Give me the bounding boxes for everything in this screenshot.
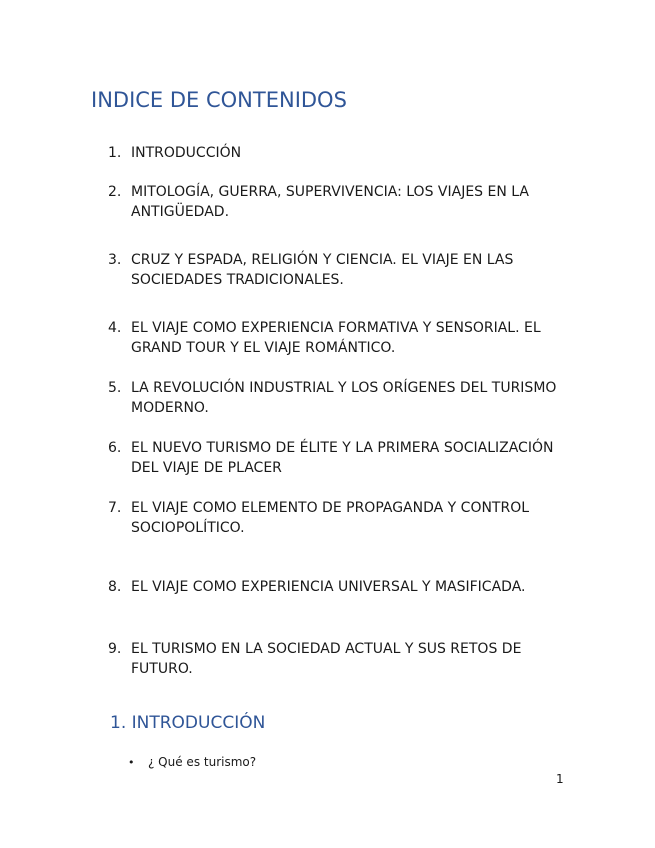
section-heading: 1. INTRODUCCIÓN xyxy=(110,713,266,733)
toc-item-5 xyxy=(108,378,578,418)
toc-number: 6. xyxy=(108,440,122,456)
page-number: 1 xyxy=(556,772,564,786)
bullet-marker: • xyxy=(128,755,135,769)
toc-number: 8. xyxy=(108,579,122,595)
bullet-item xyxy=(128,755,256,769)
toc-item-9 xyxy=(108,639,578,679)
toc-item-6 xyxy=(108,438,578,478)
toc-text: CRUZ Y ESPADA, RELIGIÓN Y CIENCIA. EL VIAJE EN LAS SOCIEDADES TRADICIONALES. xyxy=(131,252,514,288)
toc-text: INTRODUCCIÓN xyxy=(131,145,242,161)
toc-item-2 xyxy=(108,182,578,222)
toc-item-4 xyxy=(108,318,578,358)
toc-item-3 xyxy=(108,250,578,290)
toc-number: 4. xyxy=(108,320,122,336)
toc-item-8 xyxy=(108,577,578,597)
toc-number: 1. xyxy=(108,145,122,161)
toc-text: EL NUEVO TURISMO DE ÉLITE Y LA PRIMERA SOCIALIZACIÓN DEL VIAJE DE PLACER xyxy=(131,440,554,476)
toc-item-7 xyxy=(108,498,578,538)
toc-text: EL VIAJE COMO ELEMENTO DE PROPAGANDA Y CONTROL SOCIOPOLÍTICO. xyxy=(131,500,530,536)
toc-number: 3. xyxy=(108,252,122,268)
toc-number: 7. xyxy=(108,500,122,516)
toc-number: 9. xyxy=(108,641,122,657)
toc-item-1 xyxy=(108,143,578,163)
bullet-text: ¿ Qué es turismo? xyxy=(148,755,257,769)
toc-text: EL VIAJE COMO EXPERIENCIA FORMATIVA Y SENSORIAL. EL GRAND TOUR Y EL VIAJE ROMÁNTICO. xyxy=(131,320,541,356)
toc-text: MITOLOGÍA, GUERRA, SUPERVIVENCIA: LOS VIAJES EN LA ANTIGÜEDAD. xyxy=(131,184,529,220)
toc-text: EL TURISMO EN LA SOCIEDAD ACTUAL Y SUS RETOS DE FUTURO. xyxy=(131,641,522,677)
toc-text: EL VIAJE COMO EXPERIENCIA UNIVERSAL Y MASIFICADA. xyxy=(131,579,526,595)
toc-text: LA REVOLUCIÓN INDUSTRIAL Y LOS ORÍGENES DEL TURISMO MODERNO. xyxy=(131,380,557,416)
page-title: INDICE DE CONTENIDOS xyxy=(91,88,347,112)
toc-number: 5. xyxy=(108,380,122,396)
toc-number: 2. xyxy=(108,184,122,200)
